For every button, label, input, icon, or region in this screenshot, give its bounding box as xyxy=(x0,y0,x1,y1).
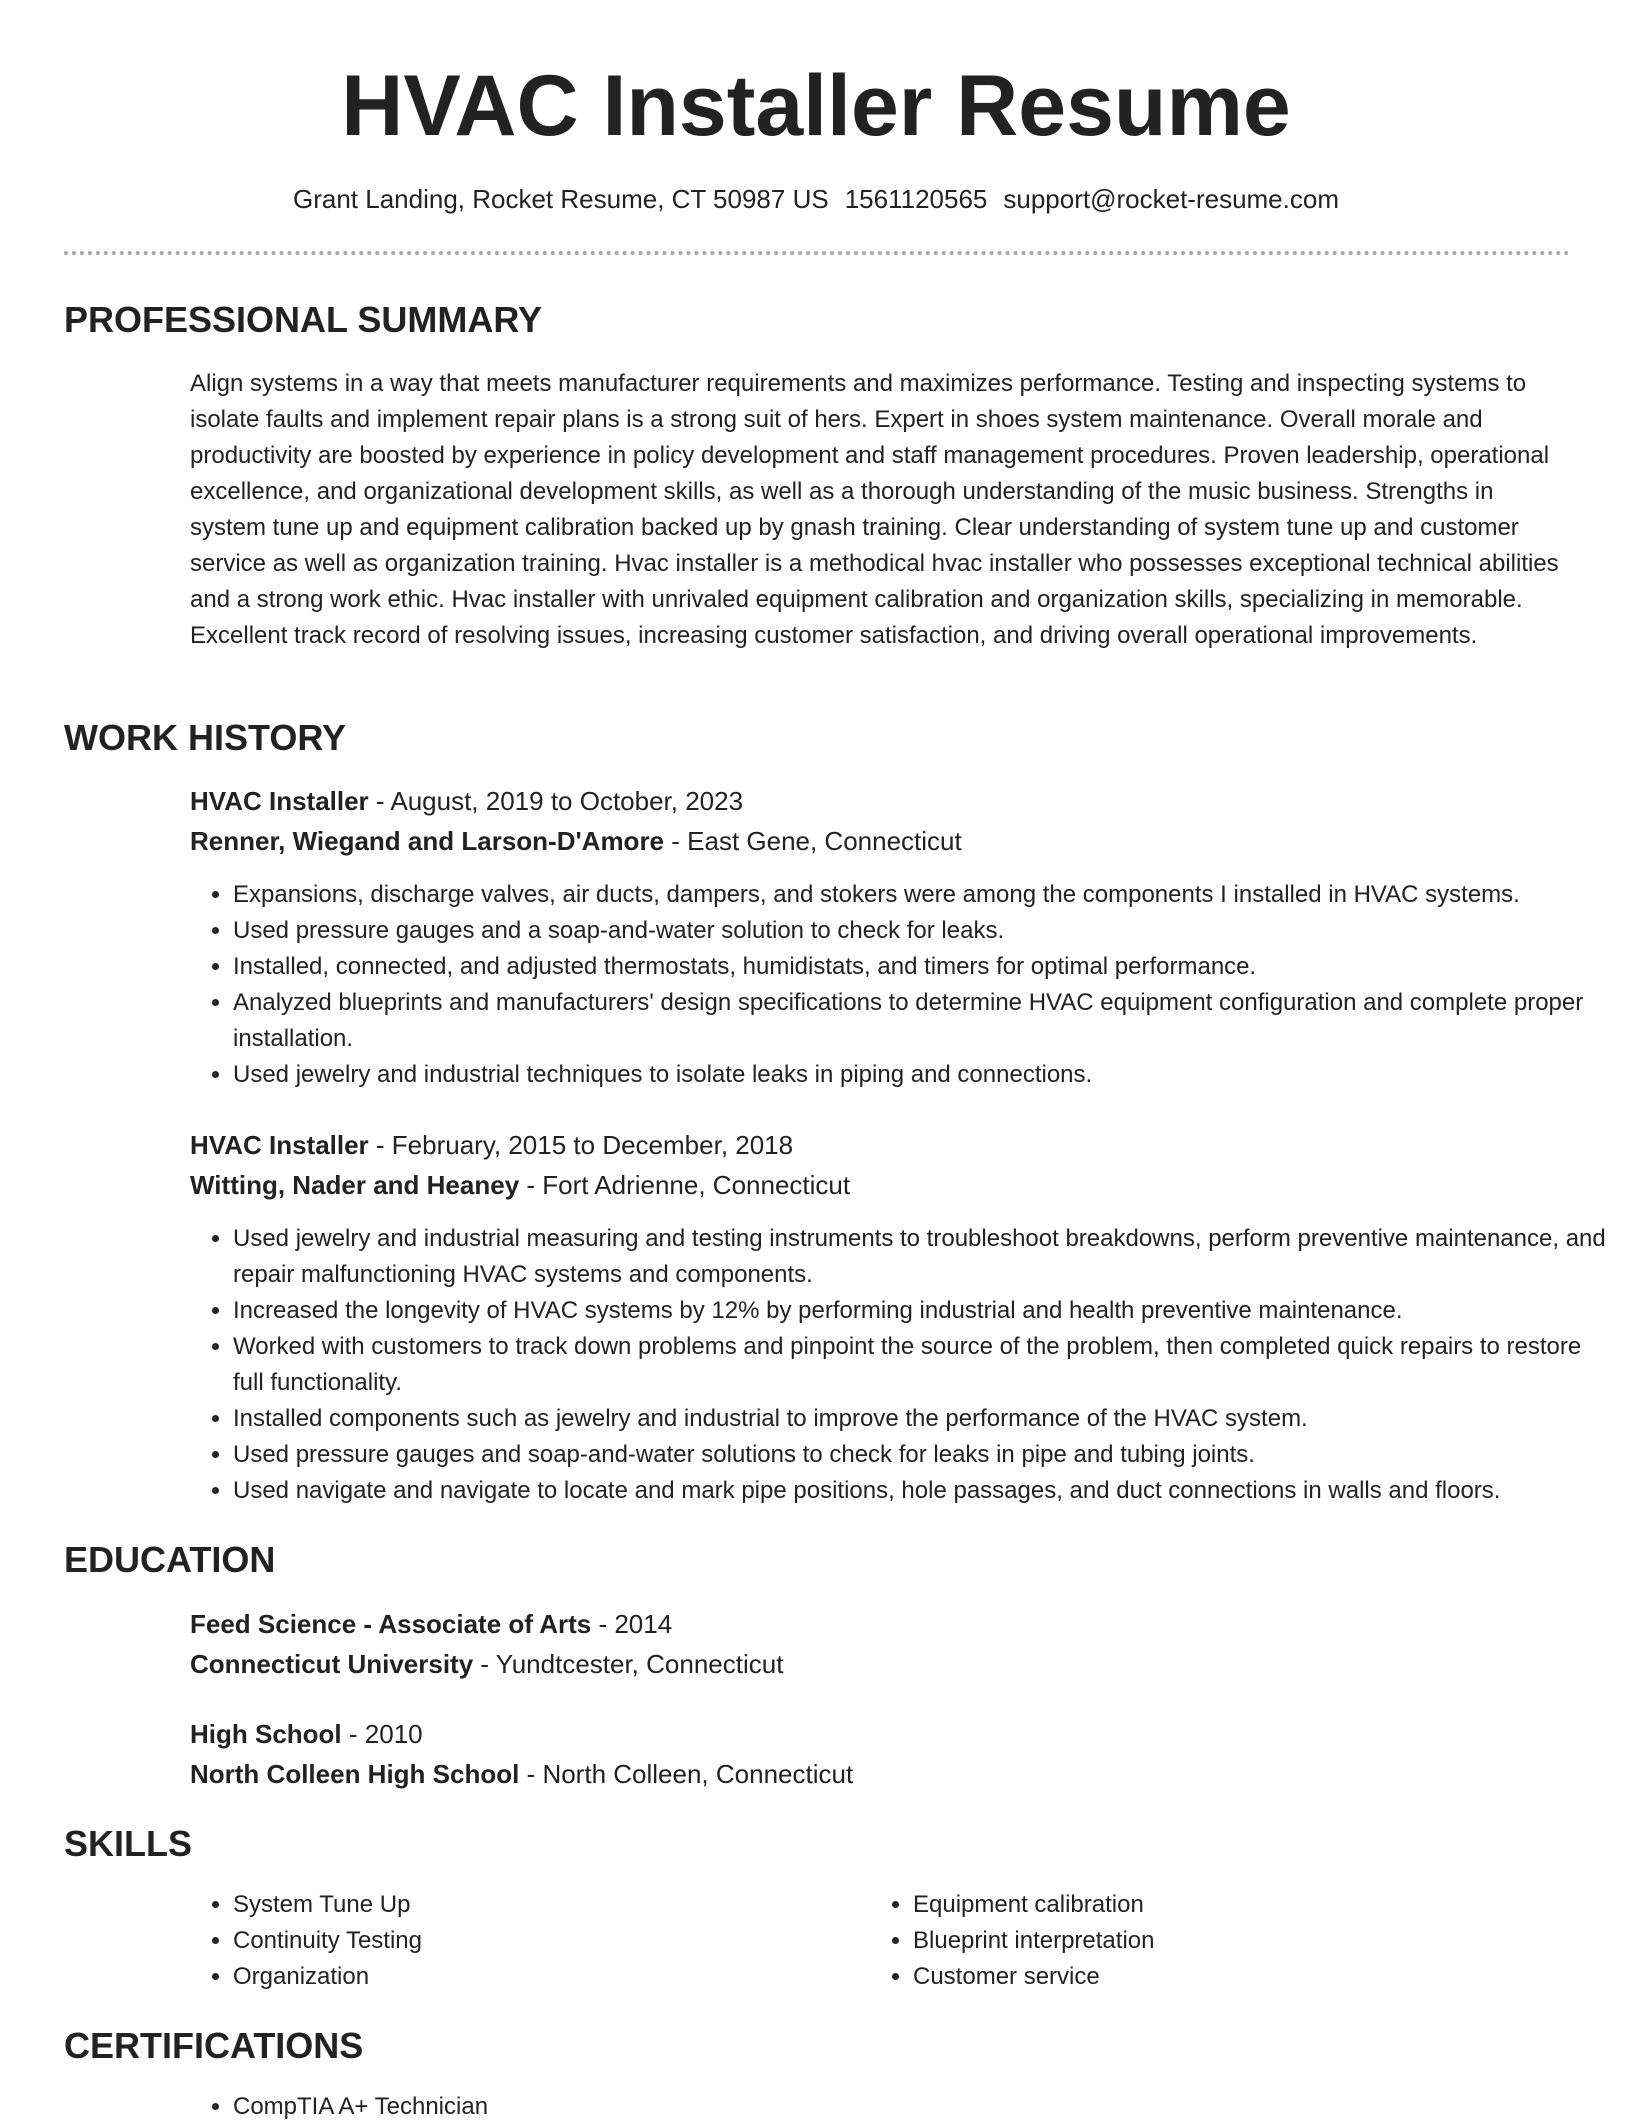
work-history-heading: WORK HISTORY xyxy=(64,717,347,758)
job-1-title-line xyxy=(190,783,743,819)
job-2-bullets xyxy=(190,1221,1618,1509)
list-item: • Used pressure gauges and soap-and-water solutions to check for leaks in pipe and tubing joints. xyxy=(233,1437,1618,1473)
education-2-school-line xyxy=(190,1756,853,1792)
education-1-school: Connecticut University xyxy=(190,1649,474,1679)
list-item: • Worked with customers to track down problems and pinpoint the source of the problem, then completed quick repairs to restore full functionality. xyxy=(233,1329,1618,1401)
list-item: • Installed components such as jewelry and industrial to improve the performance of the HVAC system. xyxy=(233,1401,1618,1437)
list-item: • Used jewelry and industrial measuring and testing instruments to troubleshoot breakdowns, perform preventive maintenance, and repair malfunctioning HVAC systems and components. xyxy=(233,1221,1618,1293)
skills-left-list xyxy=(190,1887,873,1995)
skill-item: • Continuity Testing xyxy=(233,1923,873,1959)
header-divider xyxy=(64,251,1570,255)
skills-heading: SKILLS xyxy=(64,1823,193,1864)
education-2-degree-line xyxy=(190,1716,423,1752)
contact-email: support@rocket-resume.com xyxy=(1003,184,1339,214)
education-1-degree-line xyxy=(190,1606,672,1642)
skill-item: • Organization xyxy=(233,1959,873,1995)
certifications-list xyxy=(190,2089,1618,2125)
job-1-title: HVAC Installer xyxy=(190,786,369,816)
education-1-degree: Feed Science - Associate of Arts xyxy=(190,1609,592,1639)
list-item: • Used navigate and navigate to locate and mark pipe positions, hole passages, and duct connections in walls and floors. xyxy=(233,1473,1618,1509)
job-2-title-line xyxy=(190,1127,793,1163)
skill-item: • Blueprint interpretation xyxy=(913,1923,1553,1959)
education-1-location: - Yundtcester, Connecticut xyxy=(473,1649,784,1679)
job-2-title: HVAC Installer xyxy=(190,1130,369,1160)
job-1-dates: - August, 2019 to October, 2023 xyxy=(368,786,744,816)
job-2-location: - Fort Adrienne, Connecticut xyxy=(519,1170,851,1200)
job-1-bullets xyxy=(190,877,1618,1093)
education-2-location: - North Colleen, Connecticut xyxy=(519,1759,854,1789)
contact-phone: 1561120565 xyxy=(844,184,988,214)
job-1-company-line xyxy=(190,823,962,859)
summary-text: Align systems in a way that meets manufacturer requirements and maximizes performance. Testing and inspecting systems to isolate faults and implement repair plans is a strong suit of hers. Expert in shoes system maintenance. Overall morale and productivity are boosted by experience in policy development and staff management procedures. Proven leadership, operational excellence, and organizational development skills, as well as a thorough understanding of the music business. Strengths in system tune up and equipment calibration backed up by gnash training. Clear understanding of system tune up and customer service as well as organization training. Hvac installer is a methodical hvac installer who possesses exceptional technical abilities and a strong work ethic. Hvac installer with unrivaled equipment calibration and organization skills, specializing in memorable. Excellent track record of resolving issues, increasing customer satisfaction, and driving overall operational improvements. xyxy=(190,370,1559,649)
summary-heading: PROFESSIONAL SUMMARY xyxy=(64,299,543,340)
education-heading: EDUCATION xyxy=(64,1539,276,1580)
list-item: • Analyzed blueprints and manufacturers' design specifications to determine HVAC equipment configuration and complete proper installation. xyxy=(233,985,1618,1057)
education-2-school: North Colleen High School xyxy=(190,1759,520,1789)
job-2-dates: - February, 2015 to December, 2018 xyxy=(368,1130,794,1160)
education-2-year: - 2010 xyxy=(341,1719,423,1749)
skill-item: • Customer service xyxy=(913,1959,1553,1995)
list-item: • Used pressure gauges and a soap-and-water solution to check for leaks. xyxy=(233,913,1618,949)
contact-line xyxy=(0,182,1632,216)
resume-title: HVAC Installer Resume xyxy=(341,58,1291,154)
job-1-location: - East Gene, Connecticut xyxy=(664,826,962,856)
list-item: • Used jewelry and industrial techniques to isolate leaks in piping and connections. xyxy=(233,1057,1618,1093)
skill-item: • System Tune Up xyxy=(233,1887,873,1923)
education-1-school-line xyxy=(190,1646,783,1682)
list-item: • Increased the longevity of HVAC systems by 12% by performing industrial and health preventive maintenance. xyxy=(233,1293,1618,1329)
job-2-company-line xyxy=(190,1167,850,1203)
job-1-company: Renner, Wiegand and Larson-D'Amore xyxy=(190,826,665,856)
certification-item: • CompTIA A+ Technician xyxy=(233,2089,1618,2125)
education-2-degree: High School xyxy=(190,1719,342,1749)
job-2-company: Witting, Nader and Heaney xyxy=(190,1170,520,1200)
education-1-year: - 2014 xyxy=(591,1609,673,1639)
contact-address: Grant Landing, Rocket Resume, CT 50987 US xyxy=(293,184,829,214)
list-item: • Installed, connected, and adjusted thermostats, humidistats, and timers for optimal performance. xyxy=(233,949,1618,985)
list-item: • Expansions, discharge valves, air ducts, dampers, and stokers were among the components I installed in HVAC systems. xyxy=(233,877,1618,913)
skills-right-list xyxy=(870,1887,1553,1995)
skill-item: • Equipment calibration xyxy=(913,1887,1553,1923)
certifications-heading: CERTIFICATIONS xyxy=(64,2025,364,2066)
